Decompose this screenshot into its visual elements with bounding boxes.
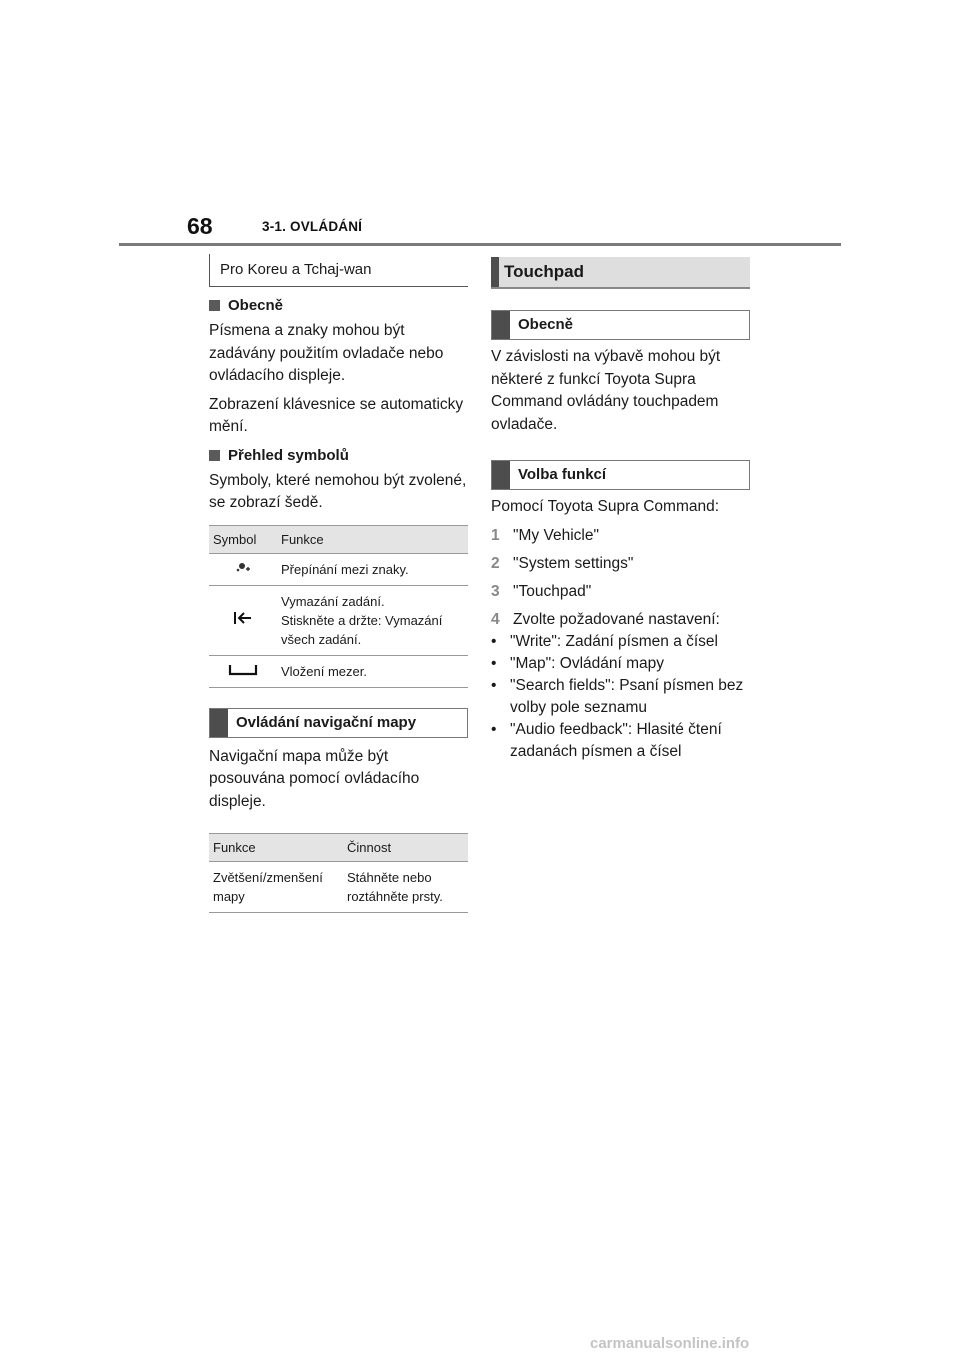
character-switch-icon <box>235 560 251 574</box>
general-section-heading <box>491 310 750 340</box>
list-item <box>491 631 750 653</box>
step-text: "System settings" <box>513 554 634 572</box>
heading-bar <box>491 257 499 287</box>
table-cell: Přepínání mezi znaky. <box>277 553 468 585</box>
select-heading-text: Volba funkcí <box>518 466 607 483</box>
symbols-paragraph: Symboly, které nemohou být zvolené, se zobrazí šedě. <box>209 471 467 511</box>
table-header-symbol: Symbol <box>209 525 277 553</box>
list-item <box>491 675 750 719</box>
step-item <box>491 609 750 631</box>
table-row <box>209 655 468 687</box>
symbols-table <box>209 525 468 688</box>
table-cell: Vložení mezer. <box>277 655 468 687</box>
heading-bar <box>492 311 510 339</box>
table-cell: Stáhněte nebo roztáhněte prsty. <box>343 862 468 913</box>
watermark: carmanualsonline.info <box>590 1335 750 1352</box>
space-icon <box>228 664 258 676</box>
step-number: 4 <box>491 610 500 628</box>
step-number: 1 <box>491 526 500 544</box>
touchpad-heading <box>491 257 750 289</box>
running-header: 3-1. OVLÁDÁNÍ <box>262 219 363 234</box>
nav-heading-text: Ovládání navigační mapy <box>236 713 417 731</box>
bullet-icon: • <box>491 632 497 650</box>
bullet-icon: • <box>491 676 497 694</box>
table-row <box>209 862 468 913</box>
step-text: Zvolte požadované nastavení: <box>513 610 720 628</box>
general-paragraph: V závislosti na výbavě mohou být některé z funkcí Toyota Supra Command ovládány touchpadem ovladače. <box>491 348 721 433</box>
table-row <box>209 585 468 655</box>
list-item-text: "Search fields": Psaní písmen bez volby pole seznamu <box>510 676 744 716</box>
nav-section-heading <box>209 708 468 738</box>
table-header-function: Funkce <box>209 834 343 862</box>
heading-bar <box>492 461 510 489</box>
header-rule <box>119 243 841 246</box>
heading-bar <box>210 709 228 737</box>
bullet-icon: • <box>491 720 497 738</box>
step-item <box>491 581 750 603</box>
general-heading <box>209 297 468 314</box>
list-item <box>491 653 750 675</box>
table-cell: Vymazání zadání. Stiskněte a držte: Vymazání všech zadání. <box>277 585 468 655</box>
general-heading-text: Obecně <box>518 316 574 333</box>
touchpad-heading-text: Touchpad <box>504 262 584 281</box>
symbols-heading <box>209 447 468 464</box>
step-text: "My Vehicle" <box>513 526 599 544</box>
list-item-text: "Map": Ovládání mapy <box>510 654 665 672</box>
bullet-icon: • <box>491 654 497 672</box>
select-intro: Pomocí Toyota Supra Command: <box>491 498 720 515</box>
right-column <box>491 254 750 763</box>
square-bullet-icon <box>209 300 220 311</box>
step-text: "Touchpad" <box>513 582 592 600</box>
list-item-text: "Write": Zadání písmen a čísel <box>510 632 718 650</box>
table-cell: Zvětšení/zmenšení mapy <box>209 862 343 913</box>
step-item <box>491 553 750 575</box>
page-number: 68 <box>187 213 213 239</box>
table-header-row <box>209 525 468 553</box>
step-item <box>491 525 750 547</box>
table-header-function: Funkce <box>277 525 468 553</box>
left-column <box>209 254 468 913</box>
square-bullet-icon <box>209 450 220 461</box>
table-header-action: Činnost <box>343 834 468 862</box>
backspace-icon <box>233 610 253 626</box>
general-paragraph-2: Zobrazení klávesnice se automaticky mění. <box>209 395 464 435</box>
nav-paragraph: Navigační mapa může být posouvána pomocí ovládacího displeje. <box>209 747 420 810</box>
nav-table <box>209 833 468 913</box>
symbols-heading-text: Přehled symbolů <box>228 446 349 464</box>
general-heading-text: Obecně <box>228 297 284 314</box>
table-header-row <box>209 834 468 862</box>
step-number: 2 <box>491 554 500 572</box>
select-section-heading <box>491 460 750 490</box>
table-row <box>209 553 468 585</box>
step-number: 3 <box>491 582 500 600</box>
general-paragraph-1: Písmena a znaky mohou být zadávány použitím ovladače nebo ovládacího displeje. <box>209 322 444 384</box>
list-item-text: "Audio feedback": Hlasité čtení zadanách písmen a čísel <box>510 720 722 760</box>
note-box: Pro Koreu a Tchaj-wan <box>209 254 468 287</box>
list-item <box>491 719 750 763</box>
